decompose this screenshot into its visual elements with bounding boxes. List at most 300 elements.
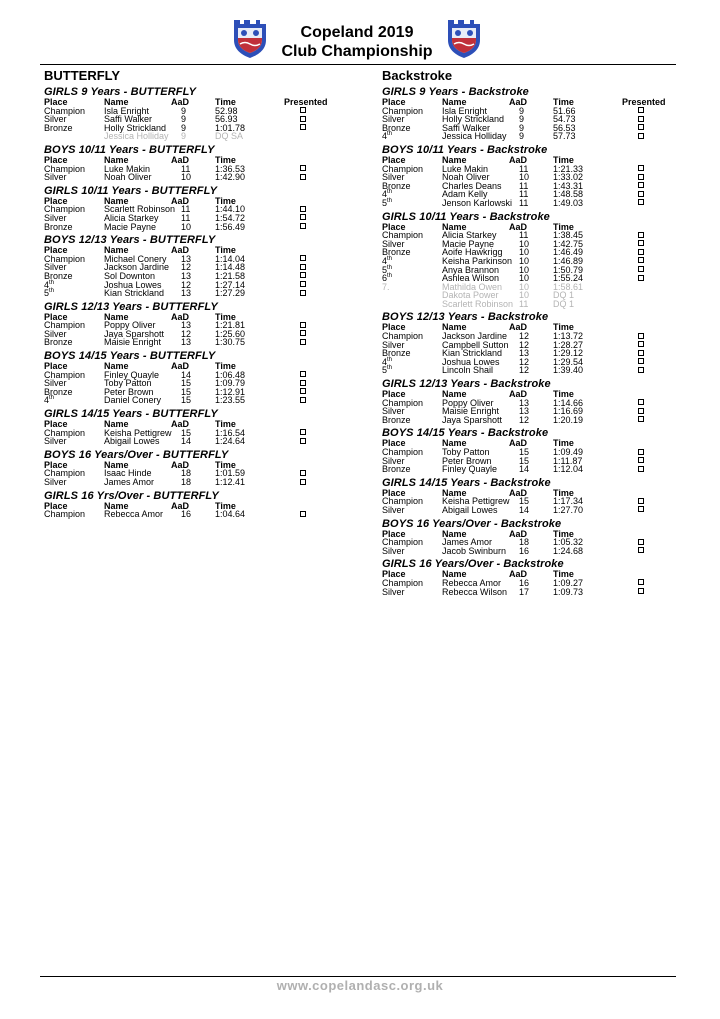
swimmer-name: Jaya Sparshott (104, 328, 165, 339)
result-row (44, 205, 344, 214)
age-cell: 13 (519, 406, 530, 417)
result-row (382, 115, 682, 124)
event-title: BOYS 10/11 Years - Backstroke (382, 143, 548, 156)
swimmer-name: Saffi Walker (442, 122, 491, 133)
place-text: 5 (382, 197, 388, 208)
presented-checkbox[interactable] (638, 266, 644, 272)
header-time: Time (215, 195, 236, 206)
presented-checkbox[interactable] (638, 116, 644, 122)
place-text: 5 (382, 365, 388, 376)
age-cell: 11 (519, 163, 529, 174)
event-section (382, 477, 682, 518)
place-text: Bronze (382, 414, 411, 425)
age-cell: 11 (181, 212, 191, 223)
event-title: BOYS 16 Years/Over - BUTTERFLY (44, 448, 229, 461)
presented-checkbox[interactable] (300, 371, 306, 377)
age-cell: 16 (181, 509, 192, 520)
presented-checkbox[interactable] (638, 182, 644, 188)
header-name: Name (442, 221, 467, 232)
age-cell: 18 (181, 468, 192, 479)
header-place: Place (44, 245, 68, 256)
event-section (44, 350, 344, 408)
presented-checkbox[interactable] (638, 539, 644, 545)
page-header (0, 0, 720, 68)
presented-checkbox[interactable] (638, 547, 644, 553)
presented-checkbox[interactable] (300, 290, 306, 296)
place-cell (382, 547, 405, 556)
swimmer-name: Maisie Enright (104, 337, 162, 348)
header-place: Place (382, 487, 406, 498)
age-cell: 18 (181, 477, 192, 487)
table-header-row (44, 197, 344, 206)
time-cell: 1:11.87 (553, 455, 583, 466)
place-text: Silver (382, 406, 405, 417)
event-title: BOYS 14/15 Years - Backstroke (382, 427, 549, 440)
presented-checkbox[interactable] (638, 350, 644, 356)
place-text: Silver (382, 238, 405, 249)
header-aad: AaD (171, 195, 190, 206)
table-header-row (44, 502, 344, 511)
result-row (44, 396, 344, 405)
place-text: Bronze (44, 122, 73, 133)
header-aad: AaD (509, 389, 528, 400)
place-text: Silver (44, 262, 67, 273)
event-section (382, 211, 682, 312)
age-cell: 15 (519, 496, 530, 507)
time-cell: 1:46.89 (553, 255, 584, 266)
header-aad: AaD (171, 500, 190, 511)
swimmer-name: Rebecca Amor (104, 509, 164, 520)
header-name: Name (442, 97, 467, 107)
header-name: Name (442, 487, 467, 498)
header-aad: AaD (509, 154, 528, 165)
presented-checkbox[interactable] (300, 330, 306, 336)
place-text: Silver (382, 339, 405, 350)
presented-checkbox[interactable] (638, 408, 644, 414)
header-aad: AaD (509, 487, 528, 498)
header-time: Time (553, 154, 574, 165)
result-row (44, 469, 344, 478)
table-header-row (44, 362, 344, 371)
time-cell: DQ 1 (553, 290, 575, 301)
event-title: GIRLS 14/15 Years - BUTTERFLY (44, 408, 218, 421)
place-text: Champion (382, 105, 424, 116)
header-name: Name (104, 419, 129, 430)
presented-checkbox[interactable] (300, 174, 306, 180)
place-text: Champion (382, 331, 424, 342)
header-time: Time (553, 487, 574, 498)
place-text: Silver (382, 504, 405, 515)
header-time: Time (553, 528, 574, 539)
result-row (382, 341, 682, 350)
presented-checkbox[interactable] (638, 341, 644, 347)
presented-checkbox[interactable] (638, 133, 644, 139)
time-cell: 1:13.72 (553, 331, 584, 342)
age-cell: 11 (519, 230, 529, 241)
header-place: Place (382, 569, 406, 580)
result-row (44, 429, 344, 438)
presented-checkbox[interactable] (300, 429, 306, 435)
result-row (382, 366, 682, 375)
swimmer-name: Toby Patton (442, 447, 490, 457)
place-text: Silver (44, 172, 67, 183)
swimmer-name: Abigail Lowes (104, 436, 160, 447)
time-cell: 1:12.41 (215, 477, 246, 487)
time-cell: 1:24.64 (215, 436, 246, 447)
time-cell: 1:05.32 (553, 537, 584, 548)
header-presented: Presented (284, 97, 328, 107)
age-cell: 11 (519, 180, 529, 191)
time-cell: 1:21.33 (553, 163, 584, 174)
header-place: Place (44, 459, 68, 470)
header-name: Name (104, 97, 129, 107)
header-name: Name (104, 459, 129, 470)
presented-checkbox[interactable] (638, 579, 644, 585)
swimmer-name: Peter Brown (104, 386, 154, 397)
time-cell: 1:42.75 (553, 238, 584, 249)
swimmer-name: Saffi Walker (104, 114, 153, 125)
place-cell (44, 289, 54, 298)
age-cell: 12 (181, 262, 192, 273)
age-cell: 11 (519, 189, 529, 200)
swimmer-name: Luke Makin (104, 163, 151, 174)
time-cell: 1:27.70 (553, 504, 584, 515)
header-aad: AaD (171, 245, 190, 256)
swimmer-name: Holly Strickland (104, 122, 167, 133)
swimmer-name: Daniel Conery (104, 395, 162, 406)
place-suffix: th (387, 356, 393, 363)
presented-checkbox[interactable] (638, 107, 644, 113)
header-name: Name (104, 195, 129, 206)
presented-checkbox[interactable] (638, 191, 644, 197)
time-cell: 1:36.53 (215, 163, 246, 174)
presented-checkbox[interactable] (638, 232, 644, 238)
age-cell: 11 (519, 298, 529, 309)
swimmer-name: Isla Enright (104, 105, 150, 116)
presented-checkbox[interactable] (638, 199, 644, 205)
header-place: Place (382, 322, 406, 333)
place-cell (382, 588, 405, 597)
swimmer-name: Macie Payne (104, 221, 157, 232)
header-place: Place (44, 195, 68, 206)
time-cell: 52.98 (215, 105, 238, 116)
event-title: GIRLS 16 Years/Over - Backstroke (382, 558, 564, 571)
place-text: Silver (382, 114, 405, 125)
presented-checkbox[interactable] (300, 165, 306, 171)
place-cell (382, 283, 390, 292)
header-place: Place (44, 419, 68, 430)
time-cell: 1:12.04 (553, 464, 584, 475)
header-time: Time (553, 322, 574, 333)
header-aad: AaD (171, 419, 190, 430)
table-header-row (382, 530, 682, 539)
header-place: Place (382, 97, 406, 107)
presented-checkbox[interactable] (300, 214, 306, 220)
header-aad: AaD (509, 569, 528, 580)
presented-checkbox[interactable] (638, 399, 644, 405)
presented-checkbox[interactable] (638, 124, 644, 130)
header-aad: AaD (509, 528, 528, 539)
time-cell: 1:38.45 (553, 230, 584, 241)
swimmer-name: Peter Brown (442, 455, 492, 466)
age-cell: 15 (181, 427, 192, 438)
result-row (382, 497, 682, 506)
result-row (382, 248, 682, 257)
header-time: Time (553, 97, 574, 107)
age-cell: 10 (519, 238, 530, 249)
swimmer-name: Jackson Jardine (104, 262, 170, 273)
time-cell: 1:01.59 (215, 468, 246, 479)
age-cell: 17 (519, 586, 530, 597)
place-text: Bronze (44, 270, 73, 281)
table-header-row (44, 156, 344, 165)
time-cell: 1:09.49 (553, 447, 584, 457)
result-row (382, 240, 682, 249)
table-header-row (44, 98, 344, 107)
swimmer-name: Alicia Starkey (442, 230, 497, 241)
age-cell: 13 (519, 348, 530, 359)
presented-checkbox[interactable] (300, 124, 306, 130)
age-cell: 12 (181, 328, 192, 339)
presented-checkbox[interactable] (300, 479, 306, 485)
swimmer-name: Rebecca Amor (442, 577, 502, 588)
time-cell: 1:55.24 (553, 273, 584, 284)
age-cell: 12 (519, 356, 530, 367)
result-row (382, 358, 682, 367)
place-suffix: th (387, 189, 393, 196)
place-text: Bronze (382, 122, 411, 133)
header-aad: AaD (171, 361, 190, 372)
presented-checkbox[interactable] (300, 322, 306, 328)
presented-checkbox[interactable] (300, 397, 306, 403)
time-cell: 1:04.64 (215, 509, 246, 520)
presented-checkbox[interactable] (300, 116, 306, 122)
header-time: Time (215, 245, 236, 256)
place-text: Champion (44, 369, 86, 380)
age-cell: 9 (519, 131, 525, 142)
swimmer-name: Jenson Karlowski (442, 197, 513, 208)
swimmer-name: Noah Oliver (442, 172, 490, 183)
event-title: BOYS 12/13 Years - Backstroke (382, 311, 549, 324)
swimmer-name: Aoife Hawkrigg (442, 247, 503, 258)
result-row (44, 371, 344, 380)
age-cell: 11 (181, 163, 191, 174)
header-name: Name (442, 322, 467, 333)
result-row (382, 416, 682, 425)
place-cell (382, 506, 405, 515)
event-section (44, 301, 344, 350)
swimmer-name: Poppy Oliver (442, 397, 494, 408)
event-title: GIRLS 12/13 Years - Backstroke (382, 378, 551, 391)
presented-checkbox[interactable] (300, 380, 306, 386)
place-cell (382, 199, 392, 208)
time-cell: 1:09.79 (215, 378, 246, 389)
presented-checkbox[interactable] (638, 506, 644, 512)
result-row (382, 124, 682, 133)
presented-checkbox[interactable] (300, 255, 306, 261)
place-text: Silver (44, 477, 67, 487)
age-cell: 16 (519, 577, 530, 588)
result-row (382, 465, 682, 474)
place-suffix: th (49, 279, 55, 286)
header-time: Time (215, 419, 236, 430)
time-cell: 1:09.27 (553, 577, 584, 588)
age-cell: 12 (519, 331, 530, 342)
place-text: Champion (382, 577, 424, 588)
place-cell (382, 366, 392, 375)
header-time: Time (553, 389, 574, 400)
table-header-row (44, 246, 344, 255)
age-cell: 15 (181, 378, 192, 389)
presented-checkbox[interactable] (638, 449, 644, 455)
age-cell: 18 (519, 537, 530, 548)
presented-checkbox[interactable] (300, 438, 306, 444)
result-row (382, 291, 682, 300)
time-cell: 1:01.78 (215, 122, 246, 133)
age-cell: 15 (181, 386, 192, 397)
event-section (382, 86, 682, 144)
presented-checkbox[interactable] (638, 165, 644, 171)
time-cell: 54.73 (553, 114, 576, 125)
place-cell (44, 338, 73, 347)
age-cell: 15 (181, 395, 192, 406)
place-text: Champion (44, 253, 86, 264)
presented-checkbox[interactable] (638, 358, 644, 364)
age-cell: 12 (519, 365, 530, 376)
results-column-backstroke (382, 68, 682, 599)
age-cell: 10 (181, 221, 192, 232)
place-text: Silver (44, 436, 67, 447)
presented-checkbox[interactable] (300, 264, 306, 270)
header-name: Name (442, 389, 467, 400)
time-cell: 1:25.60 (215, 328, 246, 339)
presented-checkbox[interactable] (638, 275, 644, 281)
place-text: Bronze (44, 386, 73, 397)
swimmer-name: Abigail Lowes (442, 504, 498, 515)
header-aad: AaD (509, 221, 528, 232)
place-text: Silver (44, 114, 67, 125)
place-suffix: th (49, 288, 55, 295)
time-cell: 1:42.90 (215, 172, 246, 183)
table-header-row (382, 489, 682, 498)
header-place: Place (44, 500, 68, 511)
table-header-row (382, 98, 682, 107)
swimmer-name: Adam Kelly (442, 189, 488, 200)
presented-checkbox[interactable] (638, 240, 644, 246)
presented-checkbox[interactable] (638, 588, 644, 594)
presented-checkbox[interactable] (300, 107, 306, 113)
result-row (382, 266, 682, 275)
swimmer-name: Toby Patton (104, 378, 152, 389)
result-row (44, 124, 344, 133)
header-name: Name (104, 311, 129, 322)
table-header-row (44, 420, 344, 429)
result-row (44, 107, 344, 116)
age-cell: 12 (181, 279, 192, 290)
event-title: BOYS 16 Years/Over - Backstroke (382, 517, 562, 530)
presented-checkbox[interactable] (638, 257, 644, 263)
result-row (382, 165, 682, 174)
age-cell: 9 (519, 105, 525, 116)
swimmer-name: Luke Makin (442, 163, 489, 174)
age-cell: 10 (519, 281, 530, 292)
header-aad: AaD (171, 311, 190, 322)
section-spacer (382, 596, 682, 599)
header-time: Time (215, 361, 236, 372)
event-section (44, 144, 344, 185)
presented-checkbox[interactable] (300, 272, 306, 278)
event-section (44, 449, 344, 490)
presented-checkbox[interactable] (638, 416, 644, 422)
presented-checkbox[interactable] (300, 388, 306, 394)
time-cell: 1:14.04 (215, 253, 246, 264)
result-row (382, 283, 682, 292)
header-name: Name (442, 154, 467, 165)
presented-checkbox[interactable] (638, 457, 644, 463)
presented-checkbox[interactable] (300, 281, 306, 287)
swimmer-name: Keisha Parkinson (442, 255, 513, 266)
presented-checkbox[interactable] (638, 498, 644, 504)
result-row (44, 388, 344, 397)
result-row (44, 379, 344, 388)
age-cell: 10 (519, 273, 530, 284)
presented-checkbox[interactable] (638, 249, 644, 255)
swimmer-name: Ashlea Wilson (442, 273, 500, 284)
place-text: 5 (44, 288, 50, 299)
swimmer-name: Maisie Enright (442, 406, 500, 417)
swimmer-name: Scarlett Robinson (442, 298, 514, 309)
place-text: Silver (382, 545, 405, 556)
time-cell: 1:50.79 (553, 264, 584, 275)
presented-checkbox[interactable] (300, 470, 306, 476)
header-name: Name (442, 528, 467, 539)
swimmer-name: Jacob Swinburn (442, 545, 507, 556)
footer-url[interactable]: www.copelandasc.org.uk (276, 978, 444, 993)
presented-checkbox[interactable] (638, 367, 644, 373)
presented-checkbox[interactable] (638, 466, 644, 472)
header-time: Time (215, 500, 236, 511)
result-row (382, 579, 682, 588)
age-cell: 14 (181, 436, 192, 447)
swimmer-name: Keisha Pettigrew (104, 427, 172, 438)
age-cell: 9 (181, 122, 187, 133)
presented-checkbox[interactable] (300, 339, 306, 345)
presented-checkbox[interactable] (300, 511, 306, 517)
swimmer-name: Alicia Starkey (104, 212, 159, 223)
swimmer-name: Mathilda Owen (442, 281, 503, 292)
header-place: Place (382, 438, 406, 449)
time-cell: 1:14.66 (553, 397, 584, 408)
result-row (382, 407, 682, 416)
presented-checkbox[interactable] (638, 333, 644, 339)
presented-checkbox[interactable] (300, 223, 306, 229)
result-row (382, 231, 682, 240)
place-cell (44, 437, 67, 446)
result-row (44, 437, 344, 446)
time-cell: 1:54.72 (215, 212, 246, 223)
place-text: Champion (44, 427, 86, 438)
swimmer-name: Charles Deans (442, 180, 502, 191)
presented-checkbox[interactable] (300, 206, 306, 212)
place-text: Champion (44, 105, 86, 116)
presented-checkbox[interactable] (638, 174, 644, 180)
age-cell: 9 (181, 131, 187, 142)
event-title: BOYS 14/15 Years - BUTTERFLY (44, 350, 216, 363)
place-text: Champion (382, 397, 424, 408)
table-header-row (44, 461, 344, 470)
swimmer-name: Macie Payne (442, 238, 495, 249)
time-cell: 1:16.54 (215, 427, 246, 438)
